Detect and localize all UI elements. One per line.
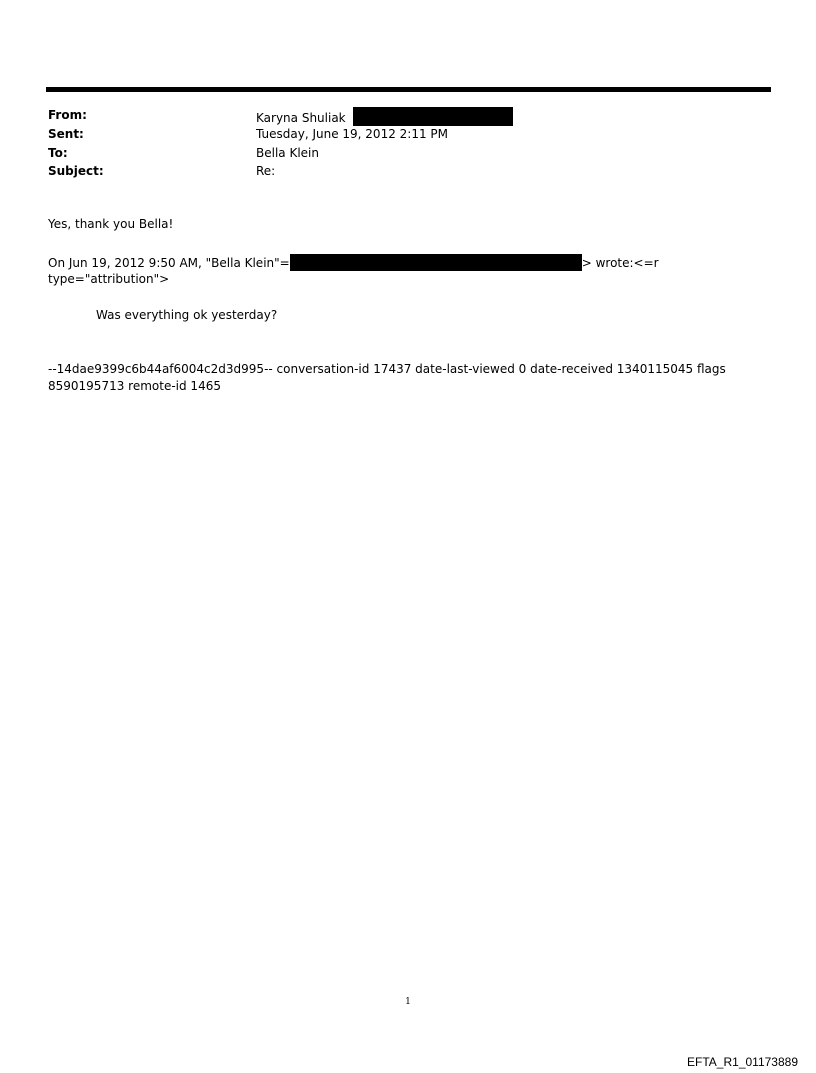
attribution-line bbox=[48, 254, 659, 271]
quoted-text: Was everything ok yesterday? bbox=[96, 308, 278, 322]
redaction-box bbox=[290, 254, 582, 271]
subject-value: Re: bbox=[256, 164, 276, 178]
subject-label: Subject: bbox=[48, 164, 104, 178]
sent-value: Tuesday, June 19, 2012 2:11 PM bbox=[256, 127, 448, 141]
attribution-suffix: > wrote:<=r bbox=[581, 256, 659, 270]
header-divider bbox=[46, 87, 771, 92]
attribution-line-2: type="attribution"> bbox=[48, 272, 170, 286]
redaction-box bbox=[353, 107, 513, 126]
attribution-prefix: On Jun 19, 2012 9:50 AM, "Bella Klein"= bbox=[48, 256, 290, 270]
reply-text: Yes, thank you Bella! bbox=[48, 217, 174, 231]
metadata-line-2: 8590195713 remote-id 1465 bbox=[48, 379, 221, 393]
to-value: Bella Klein bbox=[256, 146, 319, 160]
from-label: From: bbox=[48, 108, 87, 122]
from-value: Karyna Shuliak bbox=[256, 111, 346, 125]
from-field bbox=[256, 107, 513, 126]
sent-label: Sent: bbox=[48, 127, 84, 141]
document-id: EFTA_R1_01173889 bbox=[687, 1055, 798, 1069]
metadata-line-1: --14dae9399c6b44af6004c2d3d995-- conversation-id 17437 date-last-viewed 0 date-received 1340115045 flags bbox=[48, 362, 726, 376]
to-label: To: bbox=[48, 146, 68, 160]
page-number: 1 bbox=[405, 997, 411, 1007]
